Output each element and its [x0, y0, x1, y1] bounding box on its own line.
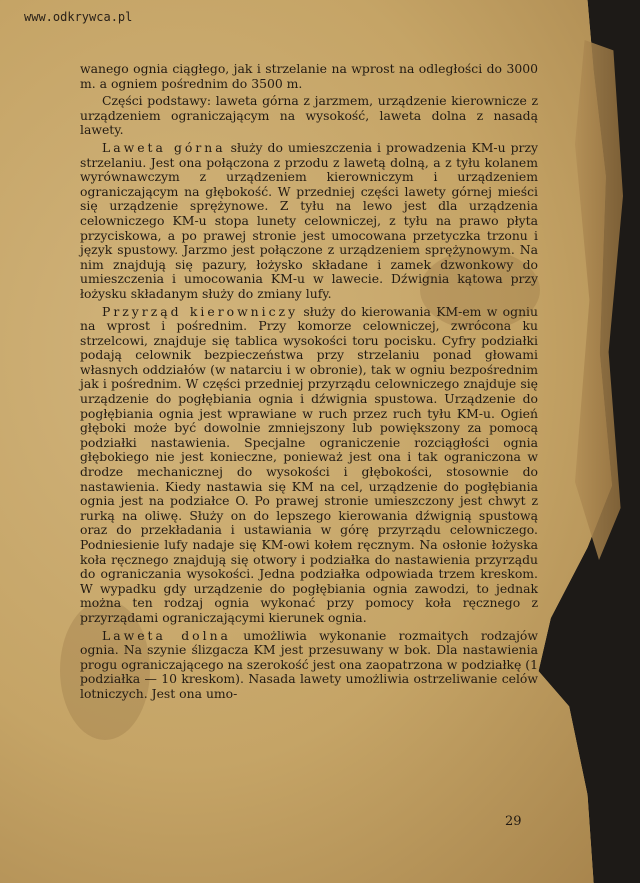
spaced-term: Przyrząd kierowniczy: [102, 303, 299, 319]
body-text: [80, 62, 538, 705]
paragraph: [80, 305, 538, 626]
watermark-text: www.odkrywca.pl: [24, 10, 133, 24]
spaced-term: Laweta górna: [102, 139, 226, 155]
paragraph-body: umożliwia wykonanie rozmaitych rodzajów ognia. Na szynie ślizgacza KM jest przesuwany w bok. Dla nastawienia progu ograniczającego na szerokość jest ona zaopatrzona w podziałkę (1 podziałka — 10 kreskom). Nasada lawety umożliwia ostrzeliwanie celów lotniczych. Jest ona umo-: [80, 627, 538, 701]
page-number: 29: [505, 814, 522, 829]
spaced-term: Laweta dolna: [102, 627, 231, 643]
paragraph: wanego ognia ciągłego, jak i strzelanie na wprost na odległości do 3000 m. a ogniem pośrednim do 3500 m.: [80, 61, 538, 91]
paragraph: Części podstawy: laweta górna z jarzmem, urządzenie kierownicze z urządzeniem ograniczającym na wysokość, laweta dolna z nasadą lawety.: [80, 93, 538, 138]
paragraph-body: służy do umieszczenia i prowadzenia KM-u przy strzelaniu. Jest ona połączona z przodu z lawetą dolną, a z tyłu kolanem wyrównawczym z urządzeniem kierowniczym i urządzeniem ograniczającym na głębokość. W przedniej części lawety górnej mieści się urządzenie sprężynowe. Z tyłu na lewo jest dla urządzenia celowniczego KM-u stopa lunety celowniczej, z tyłu na prawo płyta przyciskowa, a po prawej stronie jest umocowana przetyczka trzonu i język spustowy. Jarzmo jest połączone z urządzeniem sprężynowym. Na nim znajdują się pazury, łożysko składane i zamek dzwonkowy do umieszczenia i umocowania KM-u w lawecie. Dźwignia kątowa przy łożysku składanym służy do zmiany lufy.: [80, 139, 538, 301]
paragraph: [80, 141, 538, 302]
paragraph: [80, 629, 538, 702]
paragraph-body: służy do kierowania KM-em w ogniu na wprost i pośrednim. Przy komorze celowniczej, zwrócona ku strzelcowi, znajduje się tablica wysokości toru pocisku. Cyfry podziałki podają celownik bezpieczeństwa przy strzelaniu ponad głowami własnych oddziałów (w natarciu i w obronie), tak w ogniu bezpośrednim jak i pośrednim. W części przedniej przyrządu celowniczego znajduje się urządzenie do pogłębiania ognia i dźwignia spustowa. Urządzenie do pogłębiania ognia jest wprawiane w ruch przez ruch tyłu KM-u. Ogień głęboki może być dowolnie zmniejszony lub powiększony za pomocą podziałki nastawienia. Specjalne ograniczenie rozciągłości ognia głębokiego nie jest konieczne, ponieważ jest ona i tak ograniczona w drodze mechanicznej do wysokości i głębokości, stosownie do nastawienia. Kiedy nastawia się KM na cel, urządzenie do pogłębiania ognia jest na podziałce O. Po prawej stronie umieszczony jest chwyt z rurką na oliwę. Służy on do lepszego kierowania dźwignią spustową oraz do przekładania i ustawiania w górę przyrządu celowniczego. Podniesienie lufy nadaje się KM-owi kołem ręcznym. Na osłonie łożyska koła ręcznego znajdują się otwory i podziałka do nastawienia przyrządu do ograniczania wysokości. Jedna podziałka odpowiada trzem kreskom. W wypadku gdy urządzenie do pogłębiania ognia zawodzi, to jednak można ten rodzaj ognia wykonać przy pomocy koła ręcznego z przyrządami ograniczającymi kierunek ognia.: [80, 303, 538, 625]
